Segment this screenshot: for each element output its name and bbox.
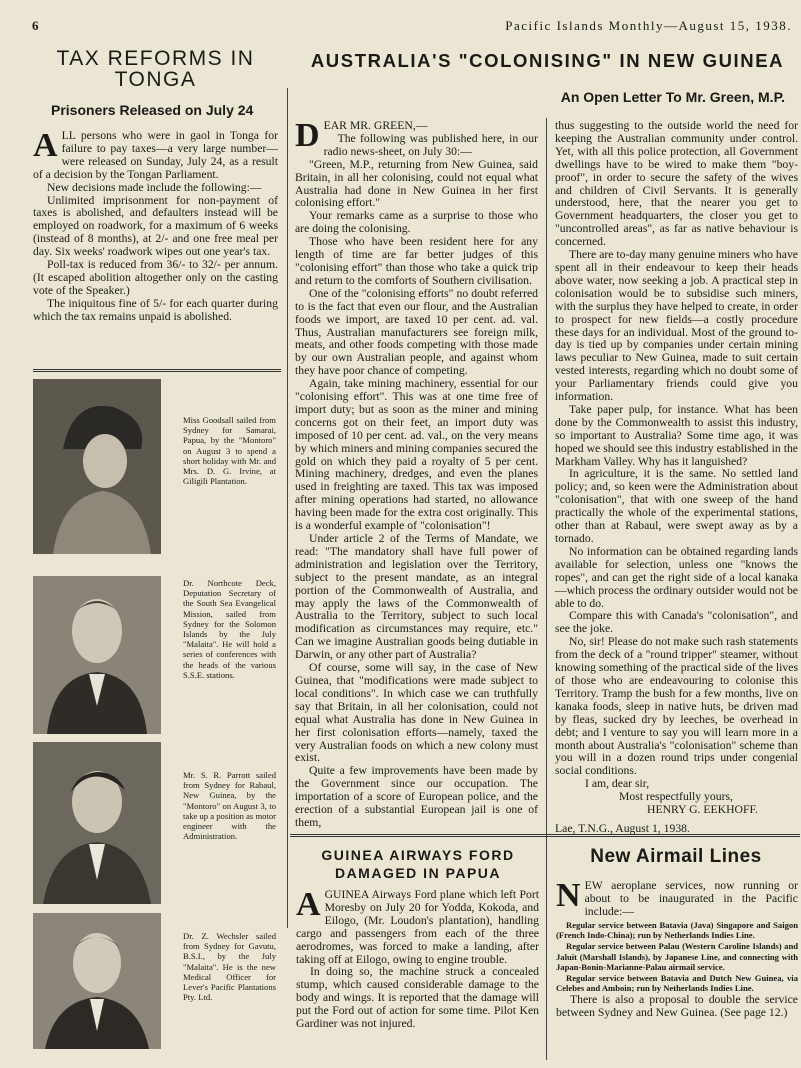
tonga-subtitle: Prisoners Released on July 24 — [51, 102, 254, 118]
letter-para: thus suggesting to the outside world the need for keeping the Australian community under control. Yet, with all this police protection, all Government dwellings have to be wired to make them "boy-proof", in order to secure the safety of the wives and children of Civil Servants. It is generally understood, here, that the nearer you get to Government headquarters, the closer you get to "uncontrolled areas", as far as native behaviour is concerned. — [555, 119, 798, 249]
airways-dropcap: A — [296, 886, 321, 923]
airmail-service: Regular service between Palau (Western Caroline Islands) and Jaluit (Marshall Islands), by Japanese Line, and connecting with Japan-Bonin-Marianne-Palau airmail service. — [556, 940, 798, 973]
letter-salutation: DEAR MR. GREEN,— — [295, 117, 428, 154]
airways-title: GUINEA AIRWAYS FORD DAMAGED IN PAPUA — [321, 847, 515, 881]
letter-closing-2: Most respectfully yours, — [619, 790, 733, 804]
divider-bottom — [290, 834, 800, 837]
letter-dateline: Lae, T.N.G., August 1, 1938. — [555, 821, 690, 835]
running-title: Pacific Islands Monthly—August 15, 1938. — [505, 18, 792, 33]
letter-para: No, sir! Please do not make such rash statements from the deck of a "round tripper" steamer, without knowing something of the practical side of the lives of those who are endeavouring to colonise this Territory. Tramp the bush for a few months, live on kanaka foods, sleep in native huts, be driven mad by fleas, sucked dry by leeches, be overhead in debt; and I venture to say you will learn more in a month about Australia's "colonisation" scheme than you will in a dozen round trips under congenial social conditions. — [555, 635, 798, 778]
tonga-para-5: The iniquitous fine of 5/- for each quarter during which the tax remains unpaid is abolished. — [33, 296, 278, 323]
letter-para: "Green, M.P., returning from New Guinea, said Britain, in all her colonising, could not equal what Australia had done in New Guinea in her first colonising effort." — [295, 157, 538, 210]
airmail-body — [556, 877, 798, 1020]
letter-para: Of course, some will say, in the case of New Guinea, that "modifications were made subject to local conditions". In which case we can truthfully say that Britain, in all her colonisation, could not equal what Australia has done in New Guinea in her first colonisation efforts—namely, taxed the very Australian foods on which a new colony must exist. — [295, 661, 538, 765]
tonga-article — [33, 48, 278, 324]
airways-para-2: In doing so, the machine struck a concealed stump, which caused considerable damage to the body and wings. It is reported that the damage will put the Ford out of action for some time. Pilot Ken Gardiner was not injured. — [296, 965, 539, 1031]
caption-deck: Dr. Northcote Deck, Deputation Secretary of the South Sea Evangelical Mission, sailed from Sydney for the Solomon Islands by the July "Malaita". He will hold a series of conferences with the heads of the various S.S.E. stations. — [183, 578, 276, 680]
letter-column-1 — [295, 117, 538, 830]
letter-closing: I am, dear sir, — [585, 777, 650, 791]
letter-para: Compare this with Canada's "colonisation", and see the joke. — [555, 609, 798, 636]
letter-subtitle: An Open Letter To Mr. Green, M.P. — [560, 89, 785, 105]
portrait-photo-parrott — [33, 742, 161, 904]
airmail-service: Regular service between Batavia (Java) Singapore and Saigon (French Indo-China); run by Netherlands Indies Line. — [556, 919, 798, 941]
caption-goodsall: Miss Goodsall sailed from Sydney for Samarai, Papua, by the "Montoro" on August 3 to spend a short holiday with Mr. and Mrs. D. G. Irvine, at Giligili Plantation. — [183, 415, 276, 487]
letter-title: AUSTRALIA'S "COLONISING" IN NEW GUINEA — [310, 50, 785, 71]
letter-para: One of the "colonising efforts" no doubt referred to is the fact that even our flour, and the Australian foods we import, are taxed 10 per cent. ad. val. Thus, Australian manufacturers see foreign milk, meats, and other foods competing with those made by our own Australian people, and against whom they have poor chance of competing. — [295, 286, 538, 378]
divider-left — [33, 369, 281, 372]
letter-signature: HENRY G. EEKHOFF. — [647, 803, 758, 817]
tonga-para-4: Poll-tax is reduced from 36/- to 32/- per annum. (It escaped abolition altogether only on the casting vote of the Speaker.) — [33, 258, 278, 297]
caption-wechsler: Dr. Z. Wechsler sailed from Sydney for Gavutu, B.S.I., by the July "Malaita". He is the new Medical Officer for Lever's Pacific Plantations Pty. Ltd. — [183, 931, 276, 1003]
airmail-dropcap: N — [556, 877, 581, 914]
letter-para: The following was published here, in our radio news-sheet, on July 30:— — [323, 131, 538, 158]
portrait-photo-wechsler — [33, 913, 161, 1049]
letter-para: There are to-day many genuine miners who have spent all in their endeavour to keep their heads above water, now seeking a job. A practical step in colonisation would be to subsidise such miners, with the surplus they have helped to create, in order to prospect for new fields—a costly procedure these days for an individual. Most of the ground to-day is tied up by companies under certain mining laws peculiar to New Guinea, made to suit certain vested interests, regarding which no doubt some of your Parliamentary friends could give you information. — [555, 248, 798, 404]
column-divider-left — [287, 88, 288, 928]
letter-para: Under article 2 of the Terms of Mandate, we read: "The mandatory shall have full power of administration and legislation over the Territory, subject to the present mandate, as an integral portion of the Commonwealth of Australia, and may apply the laws of the Commonwealth of Australia to the Territory, subject to such local modification as circumstances may require, etc." Can we imagine Australian goods being dutiable in Darwin, or any other part of Australia? — [295, 532, 538, 662]
tonga-para-2: New decisions made include the following:— — [47, 180, 262, 194]
letter-para: Again, take mining machinery, essential for our "colonising effort". This was at one time free of import duty; but as soon as the miner and mining concerns got on their feet, an import duty was imposed of 10 per cent. ad. val., on the very means by which miners and mining companies secured the gold on which they paid a royalty of 5 per cent. Mining machinery, dredges, and even the planes used in freighting are taxed. This tax was imposed after mining operations had started, no allowance having been made for the extra cost originally. This is a wonderful example of "colonisation"! — [295, 377, 538, 533]
letter-para: Those who have been resident here for any length of time are far better judges of this "colonising effort" than those who take a quick trip and return to the comforts of Southern civilisation. — [295, 235, 538, 287]
tonga-para-1: LL persons who were in gaol in Tonga for failure to pay taxes—a very large number—were released on Sunday, July 24, as a result of a decision by the Tongan Parliament. — [33, 129, 278, 181]
letter-dropcap: D — [295, 117, 320, 154]
letter-para: Take paper pulp, for instance. What has been done by the Commonwealth to assist this industry, so important to Australia? Some time ago, it was hoped we should see this industry established in the Markham Valley. Why has it languished? — [555, 402, 798, 468]
tonga-body — [33, 127, 278, 324]
tonga-title: TAX REFORMS IN TONGA — [56, 47, 255, 91]
letter-column-2 — [555, 120, 798, 836]
letter-para: In agriculture, it is the same. No settled land policy; and, so keen were the Administration about "colonisation", that with one sweep of the hand practically the whole of the experimental stations, other than at Rabaul, were swept away as by a tornado. — [555, 467, 798, 545]
caption-parrott: Mr. S. R. Parrott sailed from Sydney for Rabaul, New Guinea, by the "Montoro" on August 3, to take up a position as motor engineer with the Administration. — [183, 770, 276, 842]
tonga-dropcap: A — [33, 127, 58, 164]
airmail-intro: EW aeroplane services, now running or about to be inaugurated in the Pacific include:— — [584, 879, 798, 918]
page-number: 6 — [32, 18, 40, 33]
page-header — [32, 18, 792, 36]
column-divider-bottom — [546, 840, 547, 1060]
tonga-para-3: Unlimited imprisonment for non-payment of taxes is abolished, and defaulters instead will be employed on roadwork, for a maximum of 6 weeks (instead of 8 months), at 2/- and one free meal per day. Six weeks' roadwork wipes out one year's tax. — [33, 193, 278, 259]
airmail-service: Regular service between Batavia and Dutch New Guinea, via Celebes and Amboin; run by Netherlands Indies Line. — [556, 972, 798, 994]
airmail-services — [556, 920, 798, 994]
letter-para: Your remarks came as a surprise to those who are doing the colonising. — [295, 209, 538, 236]
airmail-title: New Airmail Lines — [590, 846, 762, 867]
letter-para: No information can be obtained regarding lands available for selection, unless one "knows the ropes", and can get the right side of a local kanaka—which process the ordinary outsider would not be able to do. — [555, 544, 798, 610]
airmail-closing: There is also a proposal to double the service between Sydney and New Guinea. (See page 12.) — [556, 992, 798, 1019]
airways-body — [296, 886, 539, 1031]
portrait-photo-goodsall — [33, 379, 161, 554]
column-divider-center — [546, 118, 547, 853]
letter-para: Quite a few improvements have been made by the Government since our occupation. The importation of a score of European police, and the erection of a substantial European jail is one of them, — [295, 764, 538, 829]
portrait-photo-deck — [33, 576, 161, 734]
airways-para-1: GUINEA Airways Ford plane which left Port Moresby on July 20 for Yodda, Kokoda, and Eilogo, (Mr. Loudon's plantation), handling cargo and passengers from each of the three aerodromes, was forced to make a landing, after taking off at Eilogo, owing to engine trouble. — [296, 888, 539, 966]
